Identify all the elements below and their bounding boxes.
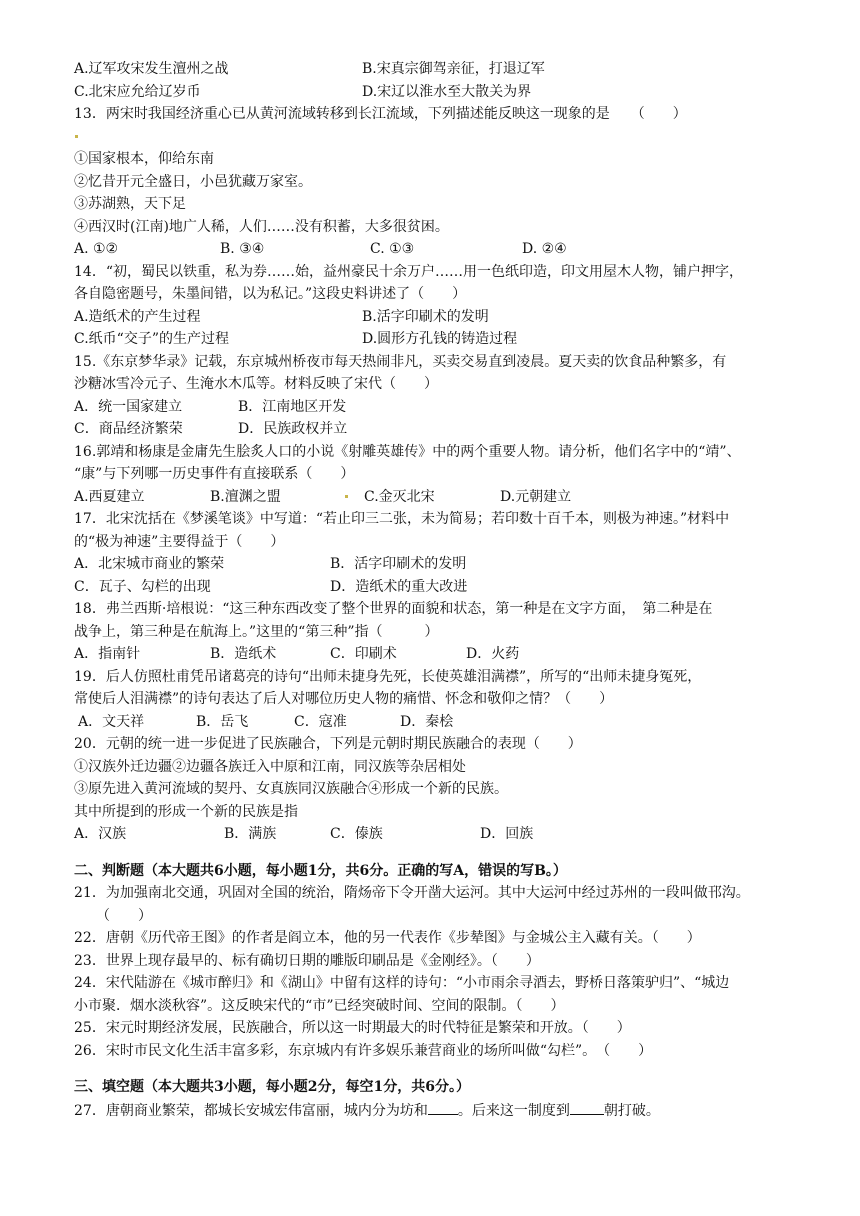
q13-item-4: ④西汉时(江南)地广人稀，人们……没有积蓄，大多很贫困。 — [74, 218, 449, 235]
q23: 23．世界上现存最早的、标有确切日期的雕版印刷品是《金刚经》。（ ） — [74, 952, 540, 969]
q14-options-row-1 — [74, 306, 794, 329]
q17-option-b: B．活字印刷术的发明 — [330, 556, 467, 572]
q17-option-a: A．北宋城市商业的繁荣 — [74, 556, 225, 572]
q27 — [74, 1099, 794, 1122]
q20-option-d: D．回族 — [480, 826, 534, 842]
q17-options-row-1 — [74, 553, 794, 576]
section2-title: 二、判断题（本大题共6小题，每小题1分，共6分。正确的写A，错误的写B。） — [74, 862, 567, 879]
q20-option-c: C．傣族 — [330, 826, 383, 842]
q15-stem-line-1: 15.《东京梦华录》记载，东京城州桥夜市每天热闹非凡，买卖交易直到凌晨。夏天卖的饮食品种繁多，有 — [74, 353, 727, 370]
q13-item-3: ③苏湖熟，天下足 — [74, 196, 186, 212]
q13-item-1: ①国家根本，仰给东南 — [74, 151, 214, 167]
q25: 25．宋元时期经济发展，民族融合，所以这一时期最大的时代特征是繁荣和开放。（ ） — [74, 1020, 631, 1036]
q13-stem: 13．两宋时我国经济重心已从黄河流域转移到长江流域，下列描述能反映这一现象的是 （ ） — [74, 106, 687, 122]
q18-option-c: C．印刷术 — [330, 646, 397, 662]
q16-option-b: B.澶渊之盟 — [210, 488, 281, 505]
q19-stem-line-2: 常使后人泪满襟”的诗句表达了后人对哪位历史人物的痛惜、怀念和敬仰之情？（ ） — [74, 691, 614, 707]
q14-option-c: C.纸币“交子”的生产过程 — [74, 331, 229, 347]
q18-stem-line-1: 18．弗兰西斯·培根说：“这三种东西改变了整个世界的面貌和状态，第一种是在文字方面， 第二种是在 — [74, 601, 713, 617]
q12-option-a: A.辽军攻宋发生澶州之战 — [74, 61, 229, 77]
q27-part-3: 朝打破。 — [603, 1102, 660, 1119]
q27-part-2: 。后来这一制度到 — [457, 1102, 570, 1119]
q13-option-d: D. ②④ — [522, 241, 567, 257]
q19-option-b: B．岳飞 — [196, 713, 249, 730]
q15-options-row-1 — [74, 396, 794, 419]
q20-option-b: B．满族 — [224, 826, 277, 842]
q22: 22．唐朝《历代帝王图》的作者是阎立本，他的另一代表作《步辇图》与金城公主入藏有关。（ ） — [74, 930, 701, 946]
q17-option-d: D．造纸术的重大改进 — [330, 578, 468, 595]
q13-spacer — [74, 126, 794, 149]
q13-options — [74, 238, 794, 261]
q19-option-a: A．文天祥 — [78, 713, 145, 730]
q24-line-2: 小市聚．烟水淡秋容”。这反映宋代的“市”已经突破时间、空间的限制。（ ） — [74, 997, 565, 1014]
q27-blank-2[interactable] — [570, 1099, 604, 1115]
section-gap-2 — [74, 1062, 794, 1076]
section-gap — [74, 846, 794, 860]
exam-page — [74, 58, 794, 1121]
q16-options — [74, 486, 794, 509]
q21-line-2 — [74, 905, 794, 928]
q15-options-row-2 — [74, 418, 794, 441]
q12-option-b: B.宋真宗御驾亲征，打退辽军 — [362, 61, 545, 77]
q13-item-2: ②忆昔开元全盛日，小邑犹藏万家室。 — [74, 173, 312, 190]
q20-options — [74, 823, 794, 846]
q20-stem: 20．元朝的统一进一步促进了民族融合，下列是元朝时期民族融合的表现（ ） — [74, 736, 582, 752]
q15-option-d: D．民族政权并立 — [238, 421, 348, 437]
q12-options-row-1 — [74, 58, 794, 81]
q18-option-d: D．火药 — [466, 646, 520, 662]
q16-dot — [344, 486, 348, 509]
q18-stem-line-2: 战争上，第三种是在航海上。”这里的“第三种”指（ ） — [74, 623, 439, 640]
q17-options-row-2 — [74, 576, 794, 599]
q24-line-1: 24．宋代陆游在《城市醉归》和《湖山》中留有这样的诗句：“小市雨余寻酒去，野桥日落策驴归”、“城边 — [74, 975, 730, 991]
q14-option-b: B.活字印刷术的发明 — [362, 308, 489, 325]
q13-option-b: B. ③④ — [220, 241, 265, 257]
q15-stem-line-2: 沙糖冰雪冷元子、生淹水木瓜等。材料反映了宋代（ ） — [74, 376, 438, 392]
q21-line-1: 21．为加强南北交通，巩固对全国的统治，隋炀帝下令开凿大运河。其中大运河中经过苏州的一段叫做邗沟。 — [74, 885, 750, 901]
q13-option-c: C. ①③ — [370, 241, 415, 257]
q12-option-d: D.宋辽以淮水至大散关为界 — [362, 83, 532, 100]
q20-option-a: A．汉族 — [74, 826, 127, 842]
q19-option-c: C．寇准 — [294, 713, 347, 730]
q27-part-1: 27．唐朝商业繁荣，都城长安城宏伟富丽，城内分为坊和 — [74, 1102, 428, 1119]
q14-stem-line-2: 各自隐密题号，朱墨间错，以为私记。”这段史料讲述了（ ） — [74, 286, 467, 302]
q26: 26．宋时市民文化生活丰富多彩，东京城内有许多娱乐兼营商业的场所叫做“勾栏”。 （ ） — [74, 1042, 653, 1059]
q17-option-c: C．瓦子、勾栏的出现 — [74, 578, 211, 595]
q19-options — [74, 711, 794, 734]
q14-options-row-2 — [74, 328, 794, 351]
q19-option-d: D．秦桧 — [400, 713, 454, 730]
q16-stem-line-1: 16.郭靖和杨康是金庸先生脍炙人口的小说《射雕英雄传》中的两个重要人物。请分析，他们名字中的“靖”、 — [74, 443, 741, 460]
q20-item-3: 其中所提到的形成一个新的民族是指 — [74, 803, 298, 820]
q15-option-a: A．统一国家建立 — [74, 398, 183, 415]
q18-option-b: B．造纸术 — [210, 646, 277, 662]
q14-option-d: D.圆形方孔钱的铸造过程 — [362, 331, 518, 347]
q17-stem-line-2: 的“极为神速”主要得益于（ ） — [74, 533, 285, 550]
q20-item-2: ③原先进入黄河流域的契丹、女真族同汉族融合④形成一个新的民族。 — [74, 781, 508, 797]
q17-stem-line-1: 17．北宋沈括在《梦溪笔谈》中写道：“若止印三二张，未为简易；若印数十百千本，则极为神速。”材料中 — [74, 511, 730, 527]
q14-option-a: A.造纸术的产生过程 — [74, 308, 201, 325]
q27-blank-1[interactable] — [428, 1099, 458, 1115]
q19-stem-line-1: 19．后人仿照杜甫凭吊诸葛亮的诗句“出师未捷身先死，长使英雄泪满襟”，所写的“出师未捷身冤死， — [74, 668, 702, 685]
q18-option-a: A．指南针 — [74, 646, 141, 662]
q16-stem-line-2: “康”与下列哪一历史事件有直接联系（ ） — [74, 466, 355, 482]
q20-item-1: ①汉族外迁边疆②边疆各族迁入中原和江南，同汉族等杂居相处 — [74, 758, 466, 775]
q13-option-a: A. ①② — [74, 241, 119, 257]
q21-answer-blank: （ ） — [96, 907, 152, 924]
q14-stem-line-1: 14．“初，蜀民以铁重，私为券……始，益州豪民十余万户……用一色纸印造，印文用屋木人物，铺户押字， — [74, 263, 743, 280]
q12-option-c: C.北宋应允给辽岁币 — [74, 83, 201, 100]
q16-option-c: C.金灭北宋 — [364, 488, 435, 505]
q16-option-d: D.元朝建立 — [500, 488, 572, 505]
q15-option-c: C．商品经济繁荣 — [74, 421, 183, 437]
q15-option-b: B．江南地区开发 — [238, 398, 347, 415]
section3-title: 三、填空题（本大题共3小题，每小题2分，每空1分，共6分。） — [74, 1079, 470, 1095]
q18-options — [74, 643, 794, 666]
q16-option-a: A.西夏建立 — [74, 488, 145, 505]
q12-options-row-2 — [74, 81, 794, 104]
